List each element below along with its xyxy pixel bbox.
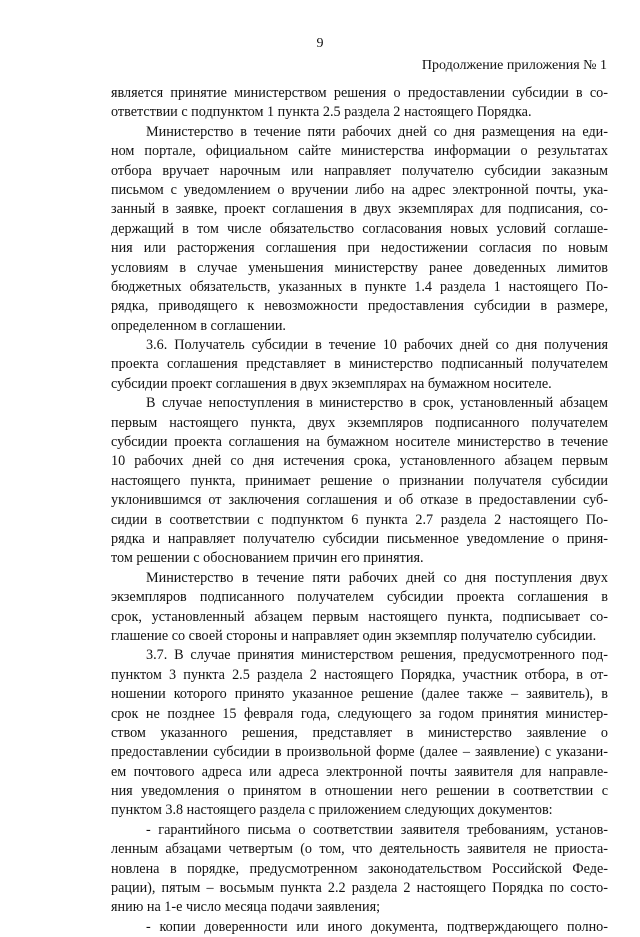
text-line: держащий в том числе обязательство согласования новых условий соглаше- <box>111 220 608 237</box>
text-line: янию на 1-е число месяца подачи заявления; <box>111 899 381 916</box>
text-line: первым настоящего пункта, двух экземпляров подписанного получателем <box>111 414 608 431</box>
text-line: ем почтового адреса или адреса электронной почты заявителя для направле- <box>111 763 608 780</box>
text-line: пунктом 3 пункта 2.5 раздела 2 настоящего Порядка, участник отбора, в от- <box>111 666 608 683</box>
text-line: рации), пятым – восьмым пункта 2.2 раздела 2 настоящего Порядка по состо- <box>111 880 608 897</box>
text-line: письмом с уведомлением о вручении либо на адрес электронной почты, ука- <box>111 181 608 198</box>
text-line: рядка, приводящего к невозможности предоставления субсидии в размере, <box>111 298 608 315</box>
text-line: ношении которого принято указанное решение (далее также – заявитель), в <box>111 686 608 703</box>
page-number: 9 <box>316 36 324 51</box>
text-line: В случае непоступления в министерство в срок, установленный абзацем <box>146 395 608 412</box>
text-line: новлена в порядке, предусмотренном законодательством Российской Феде- <box>111 860 608 877</box>
text-line: уклонившимся от заключения соглашения и об отказе в предоставлении суб- <box>111 492 608 509</box>
text-line: экземпляров подписанного получателем субсидии проекта соглашения в <box>111 589 608 606</box>
text-line: является принятие министерством решения о предоставлении субсидии в со- <box>111 85 608 101</box>
text-line: - копии доверенности или иного документа, подтверждающего полно- <box>146 918 608 935</box>
text-line: настоящего пункта, принимает решение о признании получателя субсидии <box>111 472 608 489</box>
text-line: бюджетных обязательств, указанных в пункте 1.4 раздела 1 настоящего По- <box>111 278 608 295</box>
text-line: условиям в случае уменьшения министерству ранее доведенных лимитов <box>111 259 608 276</box>
text-line: Министерство в течение пяти рабочих дней со дня размещения на еди- <box>146 123 608 140</box>
text-line: 10 рабочих дней со дня истечения срока, установленного абзацем первым <box>111 453 608 470</box>
document-body <box>111 84 608 937</box>
text-line: субсидии проекта соглашения на бумажном носителе министерство в течение <box>111 434 608 451</box>
text-line: том решении с обоснованием причин его принятия. <box>111 550 424 567</box>
text-line: пунктом 3.8 настоящего раздела с приложением следующих документов: <box>111 802 553 819</box>
text-line: ния уведомления о принятом в отношении него решении в соответствии с <box>111 783 608 800</box>
text-line: отбора вручает нарочным или направляет получателю субсидии заказным <box>111 162 608 179</box>
text-line: ном портале, официальном сайте министерства информации о результатах <box>111 143 608 160</box>
text-line: проекта соглашения представляет в министерство подписанный получателем <box>111 356 608 373</box>
text-line: ленным абзацами четвертым (о том, что деятельность заявителя не приоста- <box>111 841 608 858</box>
text-line: 3.6. Получатель субсидии в течение 10 рабочих дней со дня получения <box>146 337 608 354</box>
text-line: Министерство в течение пяти рабочих дней со дня поступления двух <box>146 569 608 586</box>
text-line: определенном в соглашении. <box>111 317 286 334</box>
text-line: 3.7. В случае принятия министерством решения, предусмотренного под- <box>146 647 608 664</box>
text-line: субсидии проект соглашения в двух экземплярах на бумажном носителе. <box>111 375 552 392</box>
text-line: ством указанного решения, представляет в министерство заявление о <box>111 724 608 741</box>
text-line: сидии в соответствии с подпунктом 6 пункта 2.7 раздела 2 настоящего По- <box>111 511 608 528</box>
appendix-header: Продолжение приложения № 1 <box>421 58 607 73</box>
text-line: предоставлении субсидии в произвольной форме (далее – заявление) с указани- <box>111 744 608 761</box>
text-line: срок, установленный абзацем первым настоящего пункта, подписывает со- <box>111 608 608 625</box>
text-line: ния или расторжения соглашения при недостижении согласия по новым <box>111 240 608 257</box>
text-line: занный в заявке, проект соглашения в двух экземплярах для подписания, со- <box>111 201 608 218</box>
text-line: ответствии с подпунктом 1 пункта 2.5 раздела 2 настоящего Порядка. <box>111 104 532 121</box>
text-line: рядка и направляет получателю субсидии письменное уведомление о приня- <box>111 530 608 547</box>
text-line: срок не позднее 15 февраля года, следующего за годом принятия министер- <box>111 705 608 722</box>
text-line: глашение со своей стороны и направляет один экземпляр получателю субсидии. <box>111 627 597 644</box>
text-line: - гарантийного письма о соответствии заявителя требованиям, установ- <box>146 821 608 838</box>
